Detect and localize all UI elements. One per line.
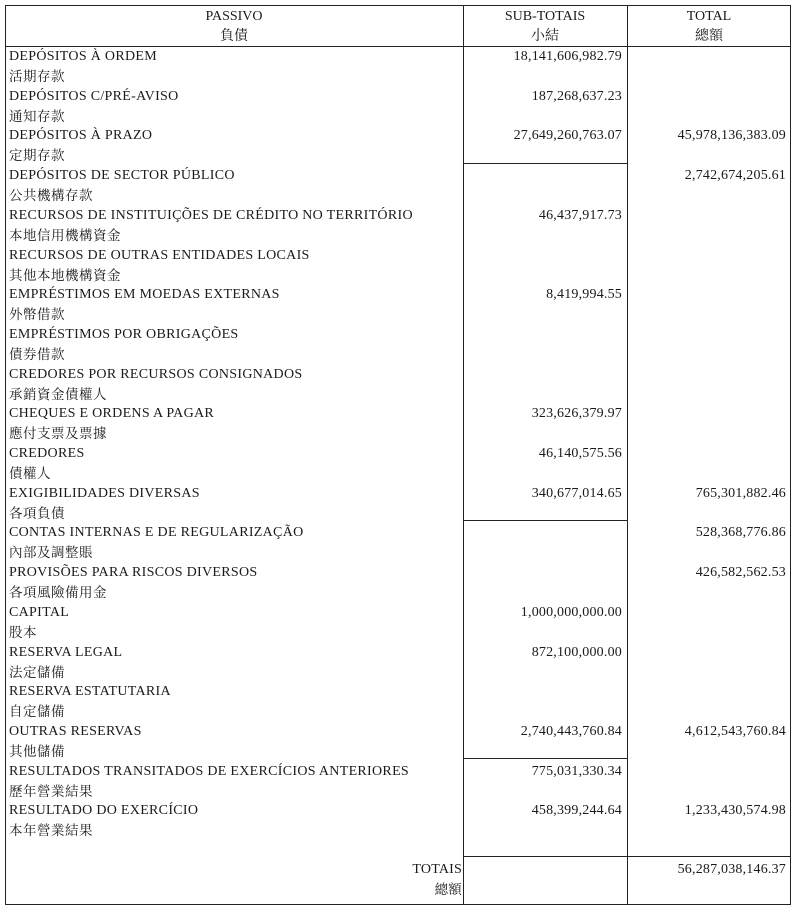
row-subtotal: 872,100,000.00 [531,645,622,660]
row-subtotal: 8,419,994.55 [546,287,622,302]
totals-total: 56,287,038,146.37 [677,862,786,877]
header-passivo: PASSIVO [205,9,263,24]
row-label-zh: 各項風險備用金 [9,585,107,601]
rule-header [5,46,791,47]
row-label-pt: RESERVA LEGAL [9,645,123,660]
row-label-pt: DEPÓSITOS C/PRÉ-AVISO [9,89,179,104]
row-label-zh: 應付支票及票據 [9,426,107,442]
row-label-pt: PROVISÕES PARA RISCOS DIVERSOS [9,565,258,580]
row-subtotal: 46,140,575.56 [538,446,622,461]
rule-sub-totals [463,856,627,857]
row-subtotal: 187,268,637.23 [531,89,622,104]
row-subtotal: 458,399,244.64 [531,803,622,818]
rule-col2 [463,5,464,905]
row-label-pt: RESULTADO DO EXERCÍCIO [9,803,199,818]
rule-right [790,5,791,905]
row-label-zh: 其他儲備 [9,744,65,760]
header-total-zh: 總額 [695,29,723,44]
row-subtotal: 775,031,330.34 [531,764,622,779]
row-label-pt: CAPITAL [9,605,70,620]
row-label-zh: 通知存款 [9,109,65,125]
row-label-zh: 歷年營業結果 [9,784,93,800]
row-label-zh: 公共機構存款 [9,188,93,204]
row-total: 1,233,430,574.98 [684,803,786,818]
row-label-zh: 外幣借款 [9,307,65,323]
row-label-zh: 自定儲備 [9,704,65,720]
row-label-zh: 活期存款 [9,69,65,85]
row-label-zh: 法定儲備 [9,665,65,681]
row-label-pt: RESULTADOS TRANSITADOS DE EXERCÍCIOS ANTERIORES [9,764,410,779]
rule-bottom [5,904,791,905]
row-total: 528,368,776.86 [695,525,786,540]
row-label-zh: 本地信用機構資金 [9,228,121,244]
header-subtotais-zh: 小結 [531,29,559,44]
totals-label: TOTAIS [412,862,462,877]
row-label-pt: EMPRÉSTIMOS EM MOEDAS EXTERNAS [9,287,280,302]
rule-col3 [627,5,628,905]
row-label-zh: 債券借款 [9,347,65,363]
header-passivo-zh: 負債 [220,29,248,44]
header-subtotais: SUB-TOTAIS [504,9,586,24]
row-label-pt: RECURSOS DE INSTITUIÇÕES DE CRÉDITO NO TERRITÓRIO [9,208,413,223]
row-label-pt: CHEQUES E ORDENS A PAGAR [9,406,215,421]
row-total: 765,301,882.46 [695,486,786,501]
row-label-pt: CREDORES POR RECURSOS CONSIGNADOS [9,367,303,382]
row-label-pt: RESERVA ESTATUTARIA [9,684,171,699]
rule-sub-2 [463,520,627,521]
row-subtotal: 340,677,014.65 [531,486,622,501]
row-label-pt: DEPÓSITOS À PRAZO [9,128,153,143]
row-label-pt: EMPRÉSTIMOS POR OBRIGAÇÕES [9,327,239,342]
rule-left [5,5,6,905]
row-label-zh: 定期存款 [9,148,65,164]
row-label-zh: 內部及調整賬 [9,545,93,561]
row-subtotal: 27,649,260,763.07 [513,128,622,143]
row-label-zh: 各項負債 [9,506,65,522]
row-label-pt: DEPÓSITOS DE SECTOR PÚBLICO [9,168,235,183]
row-total: 426,582,562.53 [695,565,786,580]
row-label-zh: 本年營業結果 [9,823,93,839]
row-subtotal: 46,437,917.73 [538,208,622,223]
row-subtotal: 1,000,000,000.00 [520,605,622,620]
row-total: 2,742,674,205.61 [684,168,786,183]
rule-top [5,5,791,6]
row-label-pt: EXIGIBILIDADES DIVERSAS [9,486,200,501]
row-total: 45,978,136,383.09 [677,128,786,143]
rule-sub-3 [463,758,627,759]
row-label-pt: RECURSOS DE OUTRAS ENTIDADES LOCAIS [9,248,310,263]
row-label-pt: CONTAS INTERNAS E DE REGULARIZAÇÃO [9,525,304,540]
header-total: TOTAL [686,9,732,24]
rule-total-totals [627,856,791,857]
row-subtotal: 2,740,443,760.84 [520,724,622,739]
row-label-pt: OUTRAS RESERVAS [9,724,142,739]
row-label-zh: 其他本地機構資金 [9,268,121,284]
rule-sub-1 [463,163,627,164]
row-label-pt: DEPÓSITOS À ORDEM [9,49,157,64]
row-label-zh: 股本 [9,625,37,641]
totals-label-zh: 總額 [434,882,462,898]
row-label-zh: 債權人 [9,466,51,482]
row-label-pt: CREDORES [9,446,85,461]
row-total: 4,612,543,760.84 [684,724,786,739]
row-label-zh: 承銷資金債權人 [9,387,107,403]
row-subtotal: 18,141,606,982.79 [513,49,622,64]
row-subtotal: 323,626,379.97 [531,406,622,421]
